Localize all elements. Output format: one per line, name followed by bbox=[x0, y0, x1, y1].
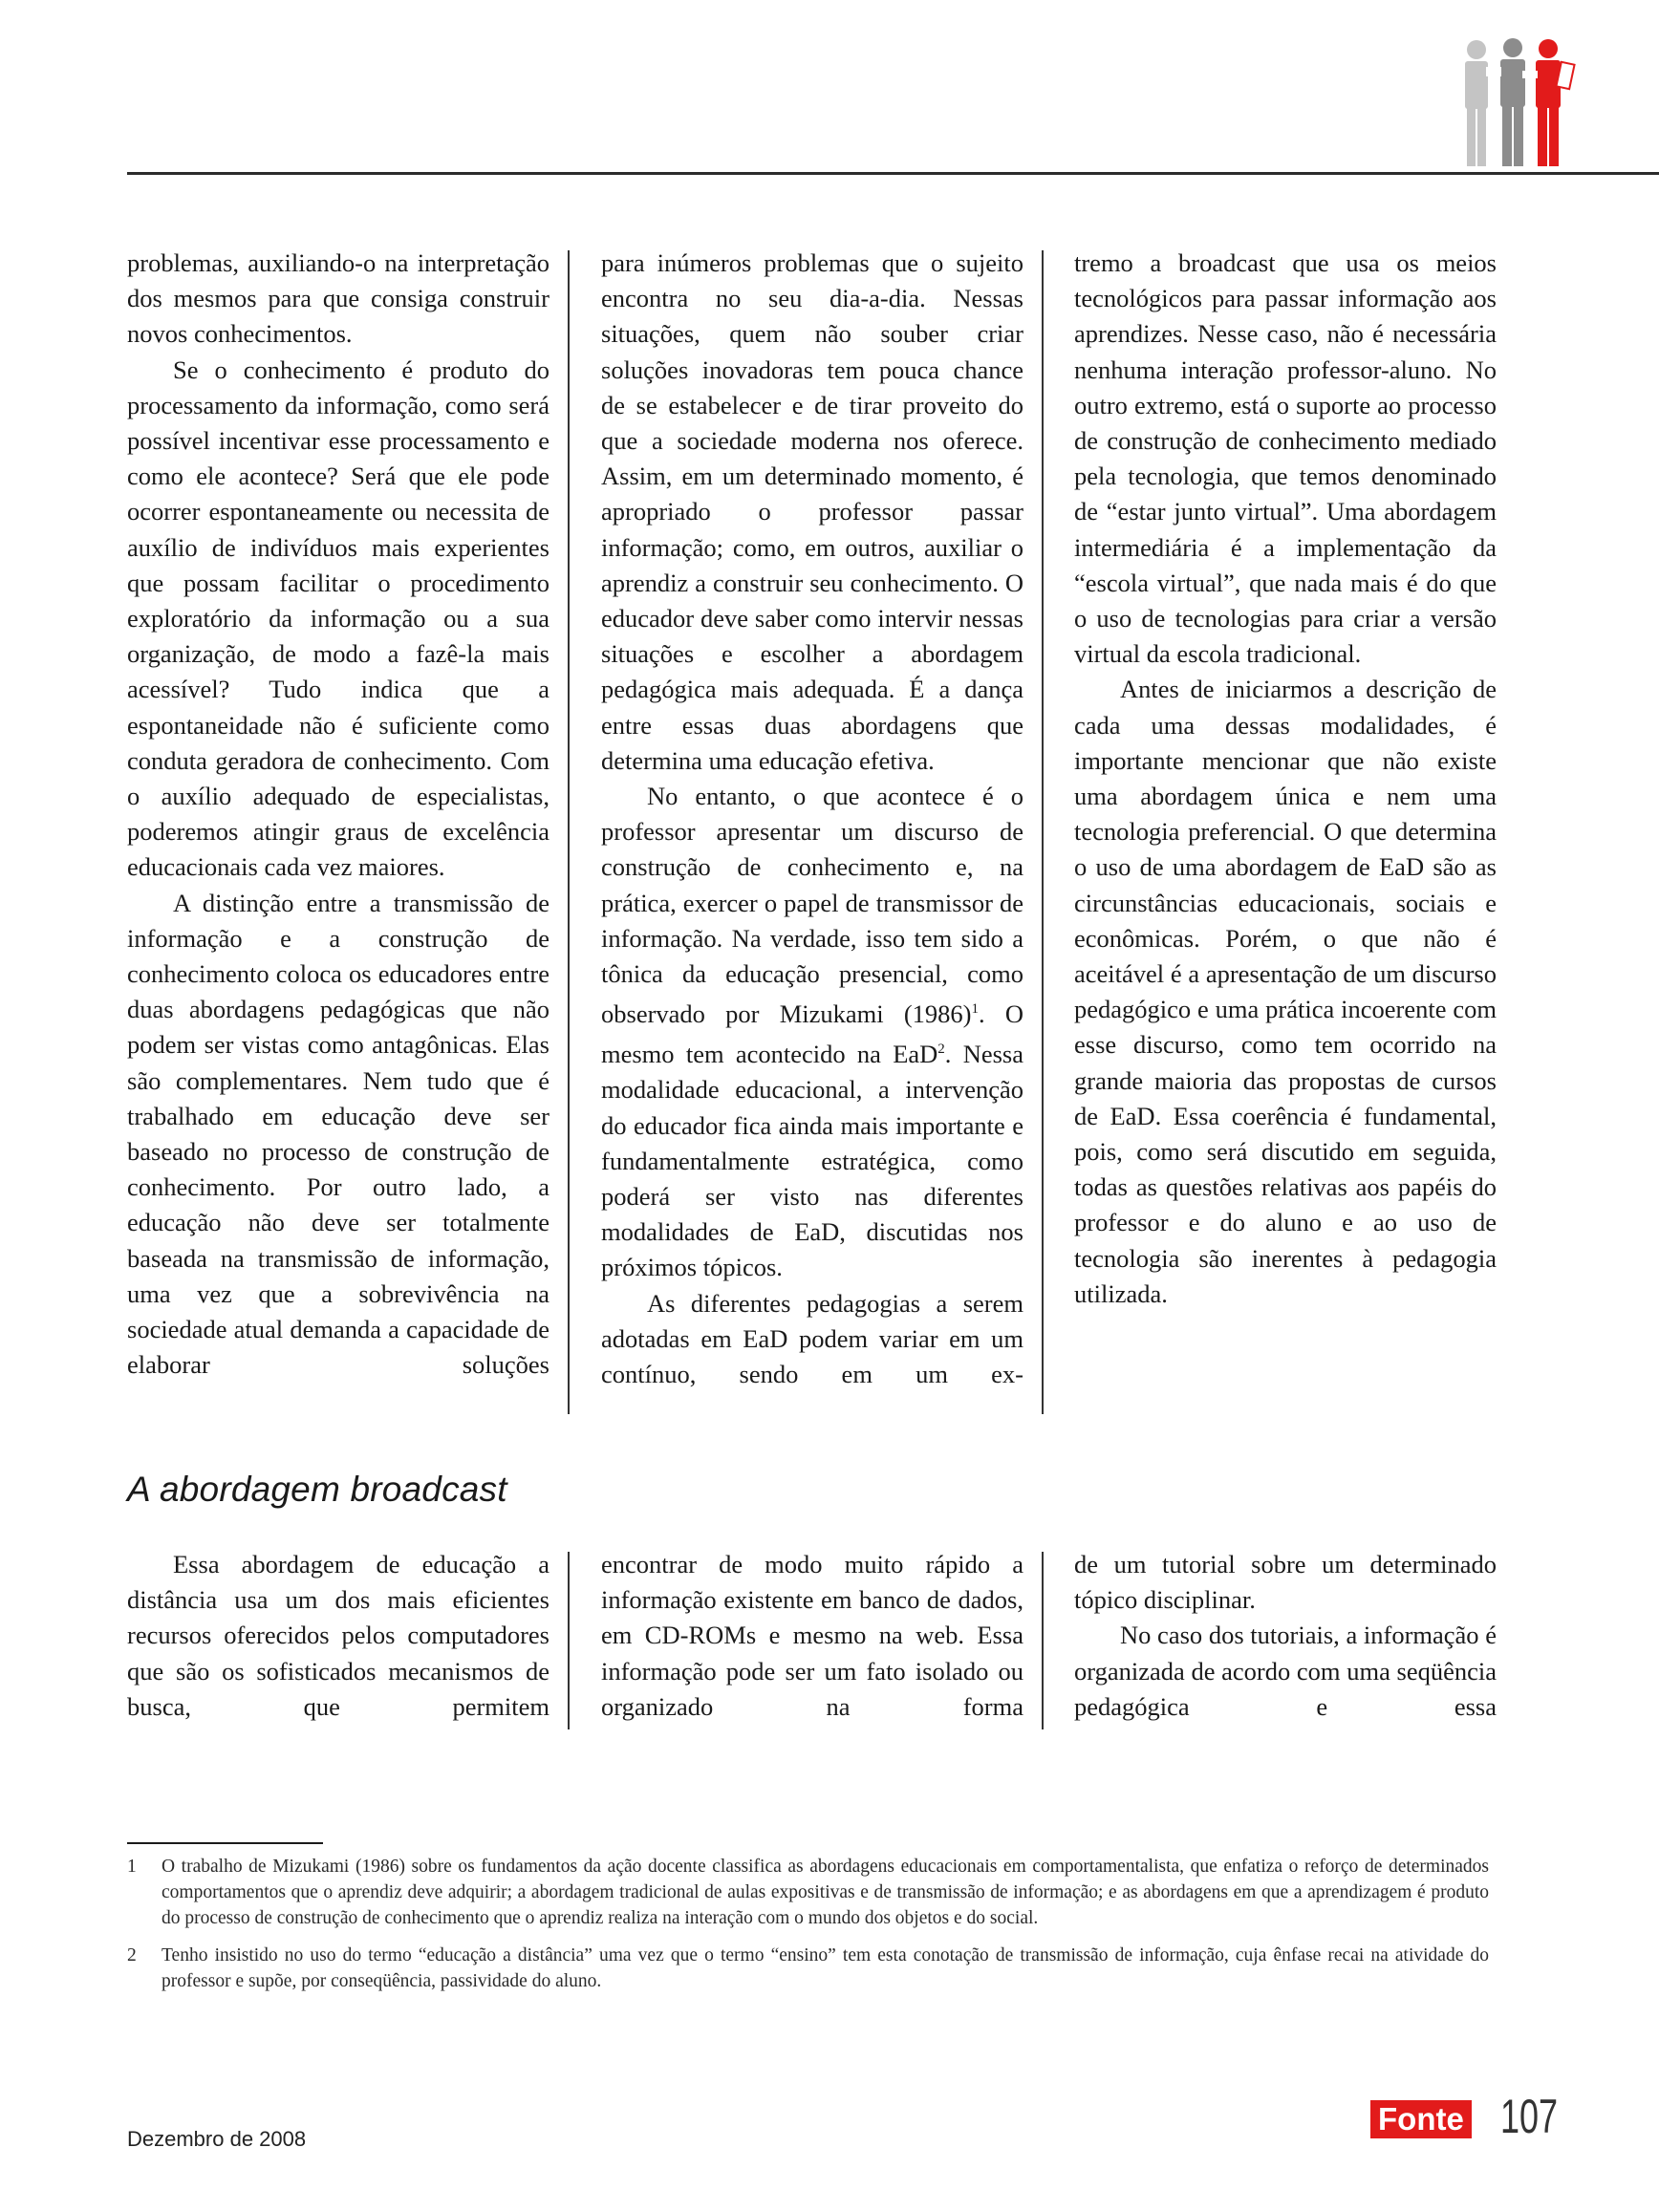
column-divider bbox=[1042, 250, 1044, 1414]
column-divider bbox=[568, 1552, 570, 1729]
paragraph: As diferentes pedagogias a serem adotadas em EaD podem variar em um contínuo, sendo em um ex- bbox=[601, 1288, 1023, 1388]
paragraph: tremo a broadcast que usa os meios tecnológicos para passar informação aos aprendizes. Nesse caso, não é necessária nenhuma interação professor-aluno. No outro extremo, está o suporte ao processo de construção de conhecimento mediado pela tecnologia, que temos denominado de “estar junto virtual”. Uma abordagem intermediária é a implementação da “escola virtual”, que nada mais é do que o uso de tecnologias para criar a versão virtual da escola tradicional. bbox=[1074, 248, 1497, 669]
column-1 bbox=[127, 246, 549, 1384]
column-divider bbox=[1042, 1552, 1044, 1729]
footnote-text: Tenho insistido no uso do termo “educação a distância” uma vez que o termo “ensino” tem esta conotação de transmissão de informação, cuja ênfase recai na atividade do professor e supõe, por conseqüência, passividade do aluno. bbox=[162, 1945, 1489, 1991]
people-figures-icon bbox=[1448, 38, 1582, 172]
column-1-lower bbox=[127, 1547, 549, 1725]
paragraph: de um tutorial sobre um determinado tópico disciplinar. bbox=[1074, 1550, 1497, 1615]
footnote-ref: 2 bbox=[937, 1042, 945, 1058]
paragraph: No caso dos tutoriais, a informação é organizada de acordo com uma seqüência pedagógica e essa bbox=[1074, 1621, 1497, 1721]
footnote-number: 2 bbox=[127, 1945, 137, 1965]
column-divider bbox=[568, 250, 570, 1414]
column-3 bbox=[1074, 246, 1497, 1312]
footnote-ref: 1 bbox=[971, 1001, 980, 1018]
page-number: 107 bbox=[1500, 2090, 1559, 2143]
header-rule bbox=[127, 172, 1659, 175]
paragraph: encontrar de modo muito rápido a informação existente em banco de dados, em CD-ROMs e mesmo na web. Essa informação pode ser um fato isolado ou organizado na forma bbox=[601, 1550, 1023, 1721]
paragraph: Antes de iniciarmos a descrição de cada uma dessas modalidades, é importante mencionar que não existe uma abordagem única e nem uma tecnologia preferencial. O que determina o uso de uma abordagem de EaD são as circunstâncias educacionais, sociais e econômicas. Porém, o que não é aceitável é a apresentação de um discurso pedagógico e uma prática incoerente com esse discurso, como tem ocorrido na grande maioria das propostas de cursos de EaD. Essa coerência é fundamental, pois, como será discutido em seguida, todas as questões relativas aos papéis do professor e do aluno e ao uso de tecnologia são inerentes à pedagogia utilizada. bbox=[1074, 675, 1497, 1308]
footnote bbox=[127, 1943, 1489, 1994]
footnote-rule bbox=[127, 1842, 323, 1844]
column-3-lower bbox=[1074, 1547, 1497, 1725]
section-heading: A abordagem broadcast bbox=[127, 1470, 507, 1509]
footnotes bbox=[127, 1854, 1489, 2006]
paragraph: Se o conhecimento é produto do processamento da informação, como será possível incentivar esse processamento e como ele acontece? Será que ele pode ocorrer espontaneamente ou necessita de auxílio de indivíduos mais experientes que possam facilitar o procedimento exploratório da informação ou a sua organização, de modo a fazê-la mais acessível? Tudo indica que a espontaneidade não é suficiente como conduta geradora de conhecimento. Com o auxílio adequado de especialistas, poderemos atingir graus de excelência educacionais cada vez maiores. bbox=[127, 354, 549, 882]
footnote bbox=[127, 1854, 1489, 1931]
paragraph: No entanto, o que acontece é o professor apresentar um discurso de construção de conhecimento e, na prática, exercer o papel de transmissor de informação. Na verdade, isso tem sido a tônica da educação presencial, como observado por Mizukami $(1986)^1$. O mesmo tem acontecido na EaD$^2$. Nessa modalidade educacional, a intervenção do educador fica ainda mais importante e fundamentalmente estratégica, como poderá ser visto nas diferentes modalidades de EaD, discutidas nos próximos tópicos. bbox=[601, 782, 1024, 1282]
column-2 bbox=[601, 246, 1023, 1392]
paragraph: A distinção entre a transmissão de informação e a construção de conhecimento coloca os educadores entre duas abordagens pedagógicas que não podem ser vistas como antagônicas. Elas são complementares. Nem tudo que é trabalhado em educação deve ser baseado no processo de construção de conhecimento. Por outro lado, a educação não deve ser totalmente baseada na transmissão de informação, uma vez que a sobrevivência na sociedade atual demanda a capacidade de elaborar soluções bbox=[127, 888, 549, 1380]
paragraph: Essa abordagem de educação a distância usa um dos mais eficientes recursos oferecidos pelos computadores que são os sofisticados mecanismos de busca, que permitem bbox=[127, 1550, 549, 1721]
paragraph: para inúmeros problemas que o sujeito encontra no seu dia-a-dia. Nessas situações, quem não souber criar soluções inovadoras tem pouca chance de se estabelecer e de tirar proveito do que a sociedade moderna nos oferece. Assim, em um determinado momento, é apropriado o professor passar informação; como, em outros, auxiliar o aprendiz a construir seu conhecimento. O educador deve saber como intervir nessas situações e escolher a abordagem pedagógica mais adequada. É a dança entre essas duas abordagens que determina uma educação efetiva. bbox=[601, 248, 1023, 775]
paragraph: problemas, auxiliando-o na interpretação dos mesmos para que consiga construir novos conhecimentos. bbox=[127, 248, 549, 349]
footnote-number: 1 bbox=[127, 1857, 137, 1877]
brand-logo: Fonte bbox=[1370, 2100, 1472, 2138]
column-2-lower bbox=[601, 1547, 1023, 1725]
footnote-text: O trabalho de Mizukami (1986) sobre os fundamentos da ação docente classifica as abordagens educacionais em comportamentalista, que enfatiza o reforço de determinados comportamentos que o aprendiz deve adquirir; a abordagem tradicional de aulas expositivas e de transmissão de informação; e as abordagens em que a aprendizagem é produto do processo de construção de conhecimento que o aprendiz realiza na interação com o mundo dos objetos e do social. bbox=[162, 1857, 1489, 1928]
footer-date: Dezembro de 2008 bbox=[127, 2127, 307, 2151]
